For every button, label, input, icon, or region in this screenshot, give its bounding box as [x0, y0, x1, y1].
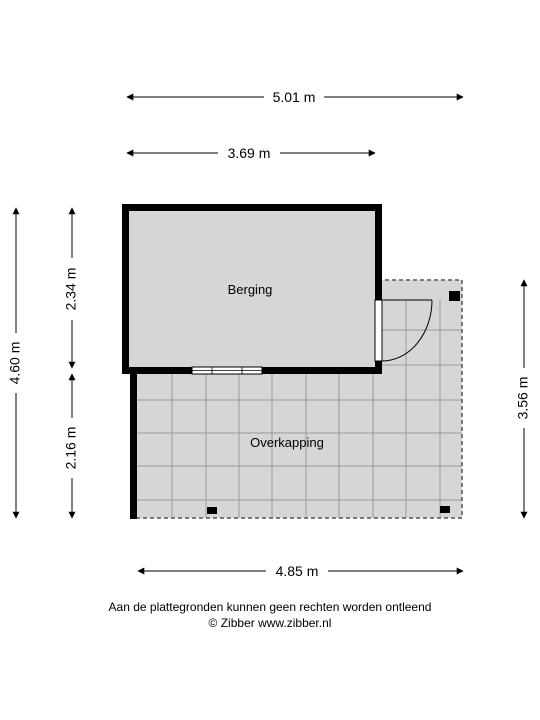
overkapping-label: Overkapping	[250, 435, 324, 450]
dimension-bottom	[138, 563, 463, 579]
credit-text: © Zibber www.zibber.nl	[208, 616, 332, 630]
dimension-label: 3.69 m	[227, 145, 271, 161]
dimension-right	[515, 280, 531, 518]
dimension-label: 5.01 m	[272, 89, 316, 105]
post-bottom-left	[207, 507, 217, 514]
dimension-label: 2.16 m	[62, 426, 79, 470]
dimension-label: 3.56 m	[514, 376, 531, 420]
patio-wall	[130, 372, 137, 519]
dimension-left-outer	[7, 208, 23, 518]
disclaimer-text: Aan de plattegronden kunnen geen rechten worden ontleend	[108, 600, 432, 614]
dimension-label: 4.85 m	[275, 563, 319, 579]
window	[192, 367, 262, 374]
dimension-top-outer	[127, 89, 463, 105]
dimension-label: 2.34 m	[62, 267, 79, 311]
dimension-left-lower	[63, 374, 79, 518]
post-bottom-right	[440, 506, 450, 513]
dimension-left-upper	[63, 208, 79, 368]
dimension-top-inner	[127, 145, 375, 161]
dimension-label: 4.60 m	[6, 341, 23, 385]
berging-label: Berging	[227, 282, 273, 297]
post-top-right	[449, 291, 460, 301]
